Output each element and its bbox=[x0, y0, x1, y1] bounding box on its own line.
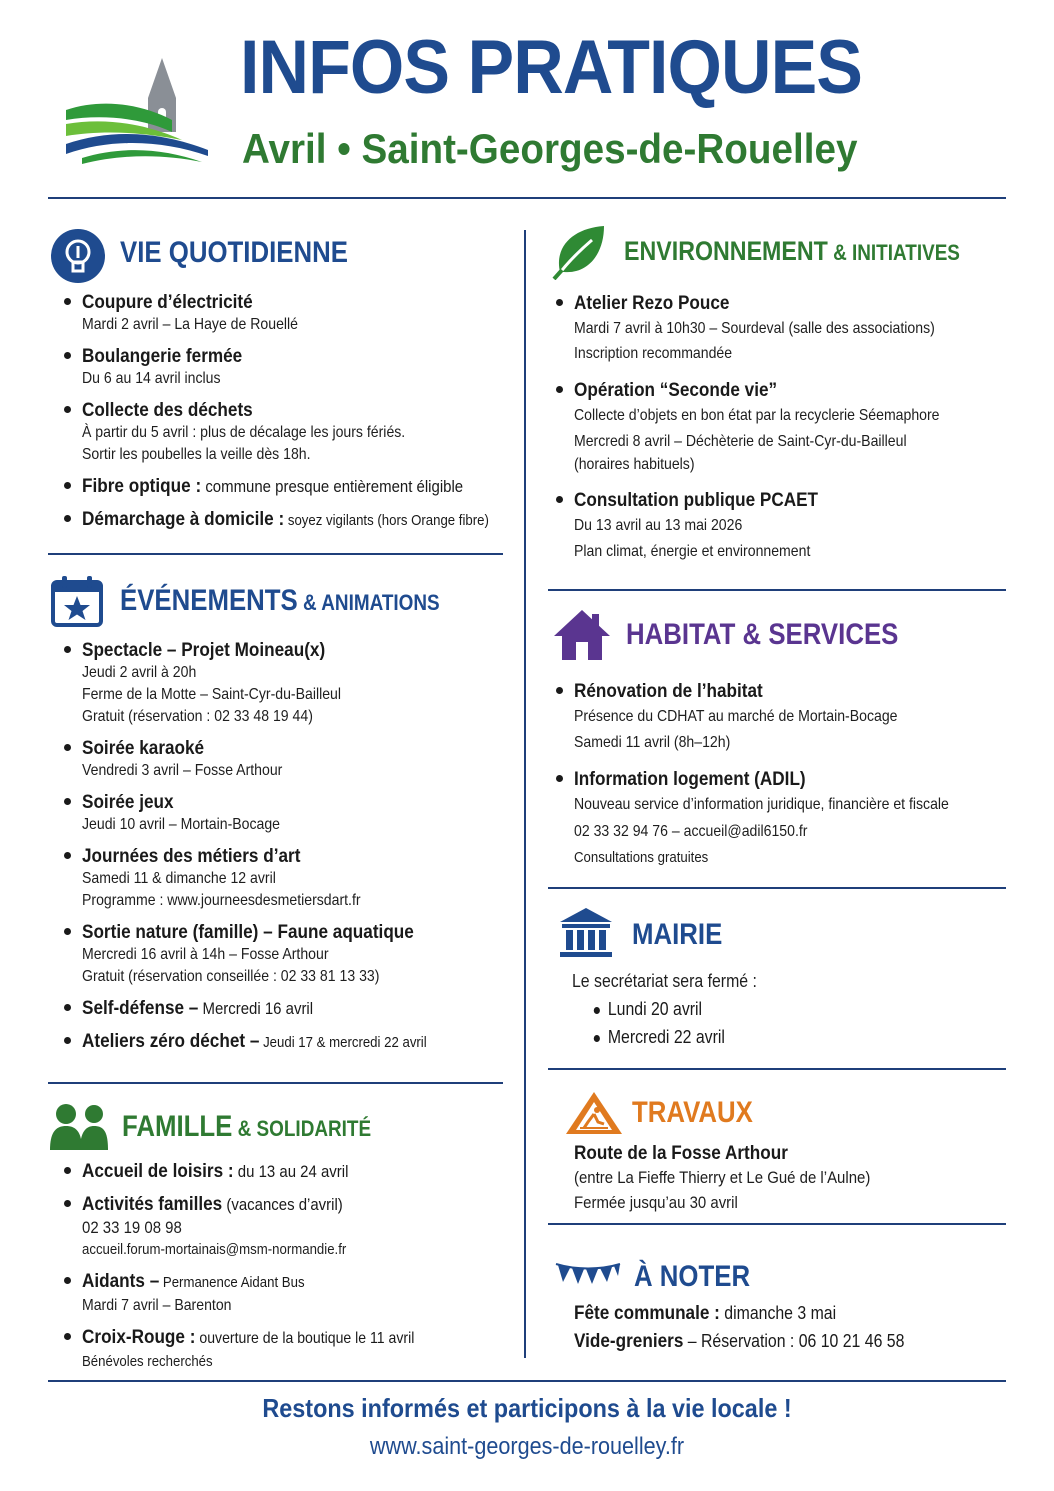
section-divider bbox=[48, 1082, 503, 1084]
item-detail: Samedi 11 & dimanche 12 avril bbox=[82, 870, 276, 887]
item-inline: ouverture de la boutique le 11 avril bbox=[195, 1330, 415, 1347]
item-detail: Vendredi 3 avril – Fosse Arthour bbox=[82, 762, 283, 779]
list-item bbox=[64, 1029, 509, 1055]
item-title: Sortie nature (famille) – Faune aquatique bbox=[82, 921, 414, 943]
item-detail: Inscription recommandée bbox=[574, 345, 733, 362]
list-item: Mercredi 22 avril bbox=[592, 1023, 759, 1051]
item-detail: Plan climat, énergie et environnement bbox=[574, 543, 811, 560]
item-detail: Jeudi 10 avril – Mortain-Bocage bbox=[82, 816, 281, 833]
item-title: Coupure d’électricité bbox=[82, 291, 253, 313]
mairie-days bbox=[592, 995, 759, 1051]
travaux-detail: Fermée jusqu’au 30 avril bbox=[574, 1193, 738, 1212]
item-title: Aidants – bbox=[82, 1270, 160, 1292]
item-title: Démarchage à domicile : bbox=[82, 508, 285, 530]
item-detail: Gratuit (réservation conseillée : 02 33 81 13 33) bbox=[82, 968, 380, 985]
item-detail: Bénévoles recherchés bbox=[82, 1353, 213, 1370]
section-title-events-rest: & ANIMATIONS bbox=[297, 590, 440, 615]
item-title: Activités familles bbox=[82, 1193, 223, 1215]
list-item bbox=[64, 1192, 509, 1261]
section-title-vie: VIE QUOTIDIENNE bbox=[120, 236, 348, 269]
travaux-road: Route de la Fosse Arthour bbox=[574, 1142, 788, 1164]
list-item: Lundi 20 avril bbox=[592, 995, 759, 1023]
section-divider bbox=[548, 1068, 1006, 1070]
footer-slogan: Restons informés et participons à la vie locale ! bbox=[262, 1393, 792, 1423]
noter-value: – Réservation : 06 10 21 46 58 bbox=[683, 1331, 905, 1351]
list-item bbox=[556, 291, 1006, 366]
noter-label: Vide-greniers bbox=[574, 1330, 684, 1352]
item-inline: Mercredi 16 avril bbox=[198, 999, 314, 1018]
item-detail: Mardi 7 avril à 10h30 – Sourdeval (salle des associations) bbox=[574, 320, 935, 337]
habitat-list bbox=[556, 679, 1006, 878]
env-list bbox=[556, 291, 1006, 572]
item-inline: Permanence Aidant Bus bbox=[159, 1274, 305, 1291]
item-detail: Jeudi 2 avril à 20h bbox=[82, 664, 197, 681]
mairie-content bbox=[572, 969, 782, 1051]
item-detail: Consultations gratuites bbox=[574, 849, 709, 866]
item-title: Collecte des déchets bbox=[82, 399, 253, 421]
list-item bbox=[556, 488, 1006, 564]
item-detail: À partir du 5 avril : plus de décalage les jours fériés. bbox=[82, 424, 406, 441]
list-item bbox=[64, 638, 509, 728]
section-title-famille: FAMILLE bbox=[122, 1110, 233, 1143]
mairie-intro: Le secrétariat sera fermé : bbox=[572, 971, 757, 991]
item-inline: du 13 au 24 avril bbox=[233, 1162, 349, 1181]
item-inline: commune presque entièrement éligible bbox=[201, 477, 464, 496]
travaux-content bbox=[574, 1141, 911, 1215]
column-divider bbox=[524, 230, 526, 1358]
list-item bbox=[556, 679, 1006, 755]
list-item bbox=[64, 920, 509, 988]
item-detail: accueil.forum-mortainais@msm-normandie.fr bbox=[82, 1241, 347, 1258]
item-detail: 02 33 32 94 76 – accueil@adil6150.fr bbox=[574, 823, 808, 840]
town-hall-icon bbox=[558, 906, 614, 958]
section-divider bbox=[48, 553, 503, 555]
people-icon bbox=[48, 1102, 110, 1150]
header-divider bbox=[48, 197, 1006, 199]
item-detail: Présence du CDHAT au marché de Mortain-Bocage bbox=[574, 708, 898, 725]
travaux-detail: (entre La Fieffe Thierry et Le Gué de l’Aulne) bbox=[574, 1168, 871, 1187]
section-title-travaux: TRAVAUX bbox=[632, 1096, 753, 1129]
section-title-env: ENVIRONNEMENT bbox=[624, 236, 828, 266]
bunting-icon bbox=[554, 1260, 622, 1288]
item-inline: soyez vigilants (hors Orange fibre) bbox=[284, 512, 489, 529]
noter-content bbox=[574, 1299, 949, 1355]
section-title-mairie: MAIRIE bbox=[632, 918, 723, 951]
item-title: Accueil de loisirs : bbox=[82, 1160, 234, 1182]
item-detail: Ferme de la Motte – Saint-Cyr-du-Bailleul bbox=[82, 686, 342, 703]
item-detail: Collecte d’objets en bon état par la recyclerie Séemaphore bbox=[574, 407, 940, 424]
list-item bbox=[64, 474, 509, 499]
footer-url-link[interactable]: www.saint-georges-de-rouelley.fr bbox=[369, 1433, 685, 1460]
item-detail: Du 6 au 14 avril inclus bbox=[82, 370, 221, 387]
item-title: Soirée karaoké bbox=[82, 737, 205, 759]
item-detail: Gratuit (réservation : 02 33 48 19 44) bbox=[82, 708, 313, 725]
item-detail: (horaires habituels) bbox=[574, 456, 695, 473]
item-title: Boulangerie fermée bbox=[82, 345, 243, 367]
item-title: Information logement (ADIL) bbox=[574, 768, 806, 790]
list-item bbox=[64, 844, 509, 912]
item-inline: Jeudi 17 & mercredi 22 avril bbox=[259, 1034, 427, 1051]
list-item bbox=[556, 378, 1006, 476]
section-title-events: ÉVÉNEMENTS bbox=[120, 584, 298, 617]
list-item bbox=[64, 1325, 509, 1373]
info-lightbulb-icon bbox=[50, 228, 106, 284]
village-logo bbox=[62, 58, 212, 170]
item-detail: Du 13 avril au 13 mai 2026 bbox=[574, 517, 743, 534]
item-title: Ateliers zéro déchet – bbox=[82, 1030, 260, 1052]
item-detail: Mardi 2 avril – La Haye de Rouellé bbox=[82, 316, 299, 333]
famille-list bbox=[64, 1159, 509, 1381]
section-title-noter: À NOTER bbox=[634, 1260, 751, 1293]
item-title: Journées des métiers d’art bbox=[82, 845, 301, 867]
page-title: INFOS PRATIQUES bbox=[240, 25, 863, 110]
leaf-icon bbox=[552, 224, 606, 280]
item-title: Fibre optique : bbox=[82, 475, 202, 497]
item-detail: Mardi 7 avril – Barenton bbox=[82, 1297, 232, 1314]
list-item bbox=[64, 507, 509, 533]
section-title-habitat: HABITAT & SERVICES bbox=[626, 618, 899, 651]
events-list bbox=[64, 638, 509, 1063]
section-divider bbox=[548, 887, 1006, 889]
item-title: Atelier Rezo Pouce bbox=[574, 292, 730, 314]
item-detail: Mercredi 8 avril – Déchèterie de Saint-Cyr-du-Bailleul bbox=[574, 433, 907, 450]
item-title: Consultation publique PCAET bbox=[574, 489, 819, 511]
list-item bbox=[64, 398, 509, 466]
list-item bbox=[64, 790, 509, 836]
item-title: Croix-Rouge : bbox=[82, 1326, 196, 1348]
calendar-star-icon bbox=[50, 574, 104, 628]
list-item bbox=[64, 344, 509, 390]
item-title: Opération “Seconde vie” bbox=[574, 379, 778, 401]
list-item bbox=[64, 290, 509, 336]
item-detail: Samedi 11 avril (8h–12h) bbox=[574, 734, 731, 751]
item-detail: Mercredi 16 avril à 14h – Fosse Arthour bbox=[82, 946, 329, 963]
page-subtitle: Avril • Saint-Georges-de-Rouelley bbox=[242, 125, 858, 172]
house-icon bbox=[552, 608, 612, 662]
list-item bbox=[64, 736, 509, 782]
roadwork-icon bbox=[564, 1090, 624, 1136]
footer-divider bbox=[48, 1380, 1006, 1382]
item-detail: Sortir les poubelles la veille dès 18h. bbox=[82, 446, 311, 463]
noter-label: Fête communale : bbox=[574, 1302, 720, 1324]
item-detail: Programme : www.journeesdesmetiersdart.fr bbox=[82, 892, 361, 909]
list-item bbox=[64, 1159, 509, 1184]
noter-value: dimanche 3 mai bbox=[719, 1303, 837, 1323]
item-detail: Nouveau service d’information juridique, financière et fiscale bbox=[574, 796, 949, 813]
item-title: Spectacle – Projet Moineau(x) bbox=[82, 639, 326, 661]
section-divider bbox=[548, 1223, 1006, 1225]
item-inline: (vacances d’avril) bbox=[222, 1195, 343, 1214]
vie-list bbox=[64, 290, 509, 541]
item-title: Soirée jeux bbox=[82, 791, 174, 813]
list-item bbox=[64, 996, 509, 1021]
item-detail: 02 33 19 08 98 bbox=[82, 1218, 182, 1237]
list-item bbox=[64, 1269, 509, 1317]
list-item bbox=[556, 767, 1006, 870]
section-title-famille-rest: & SOLIDARITÉ bbox=[232, 1116, 372, 1141]
item-title: Rénovation de l’habitat bbox=[574, 680, 763, 702]
item-title: Self-défense – bbox=[82, 997, 199, 1019]
section-divider bbox=[548, 589, 1006, 591]
section-title-env-rest: & INITIATIVES bbox=[827, 240, 960, 265]
